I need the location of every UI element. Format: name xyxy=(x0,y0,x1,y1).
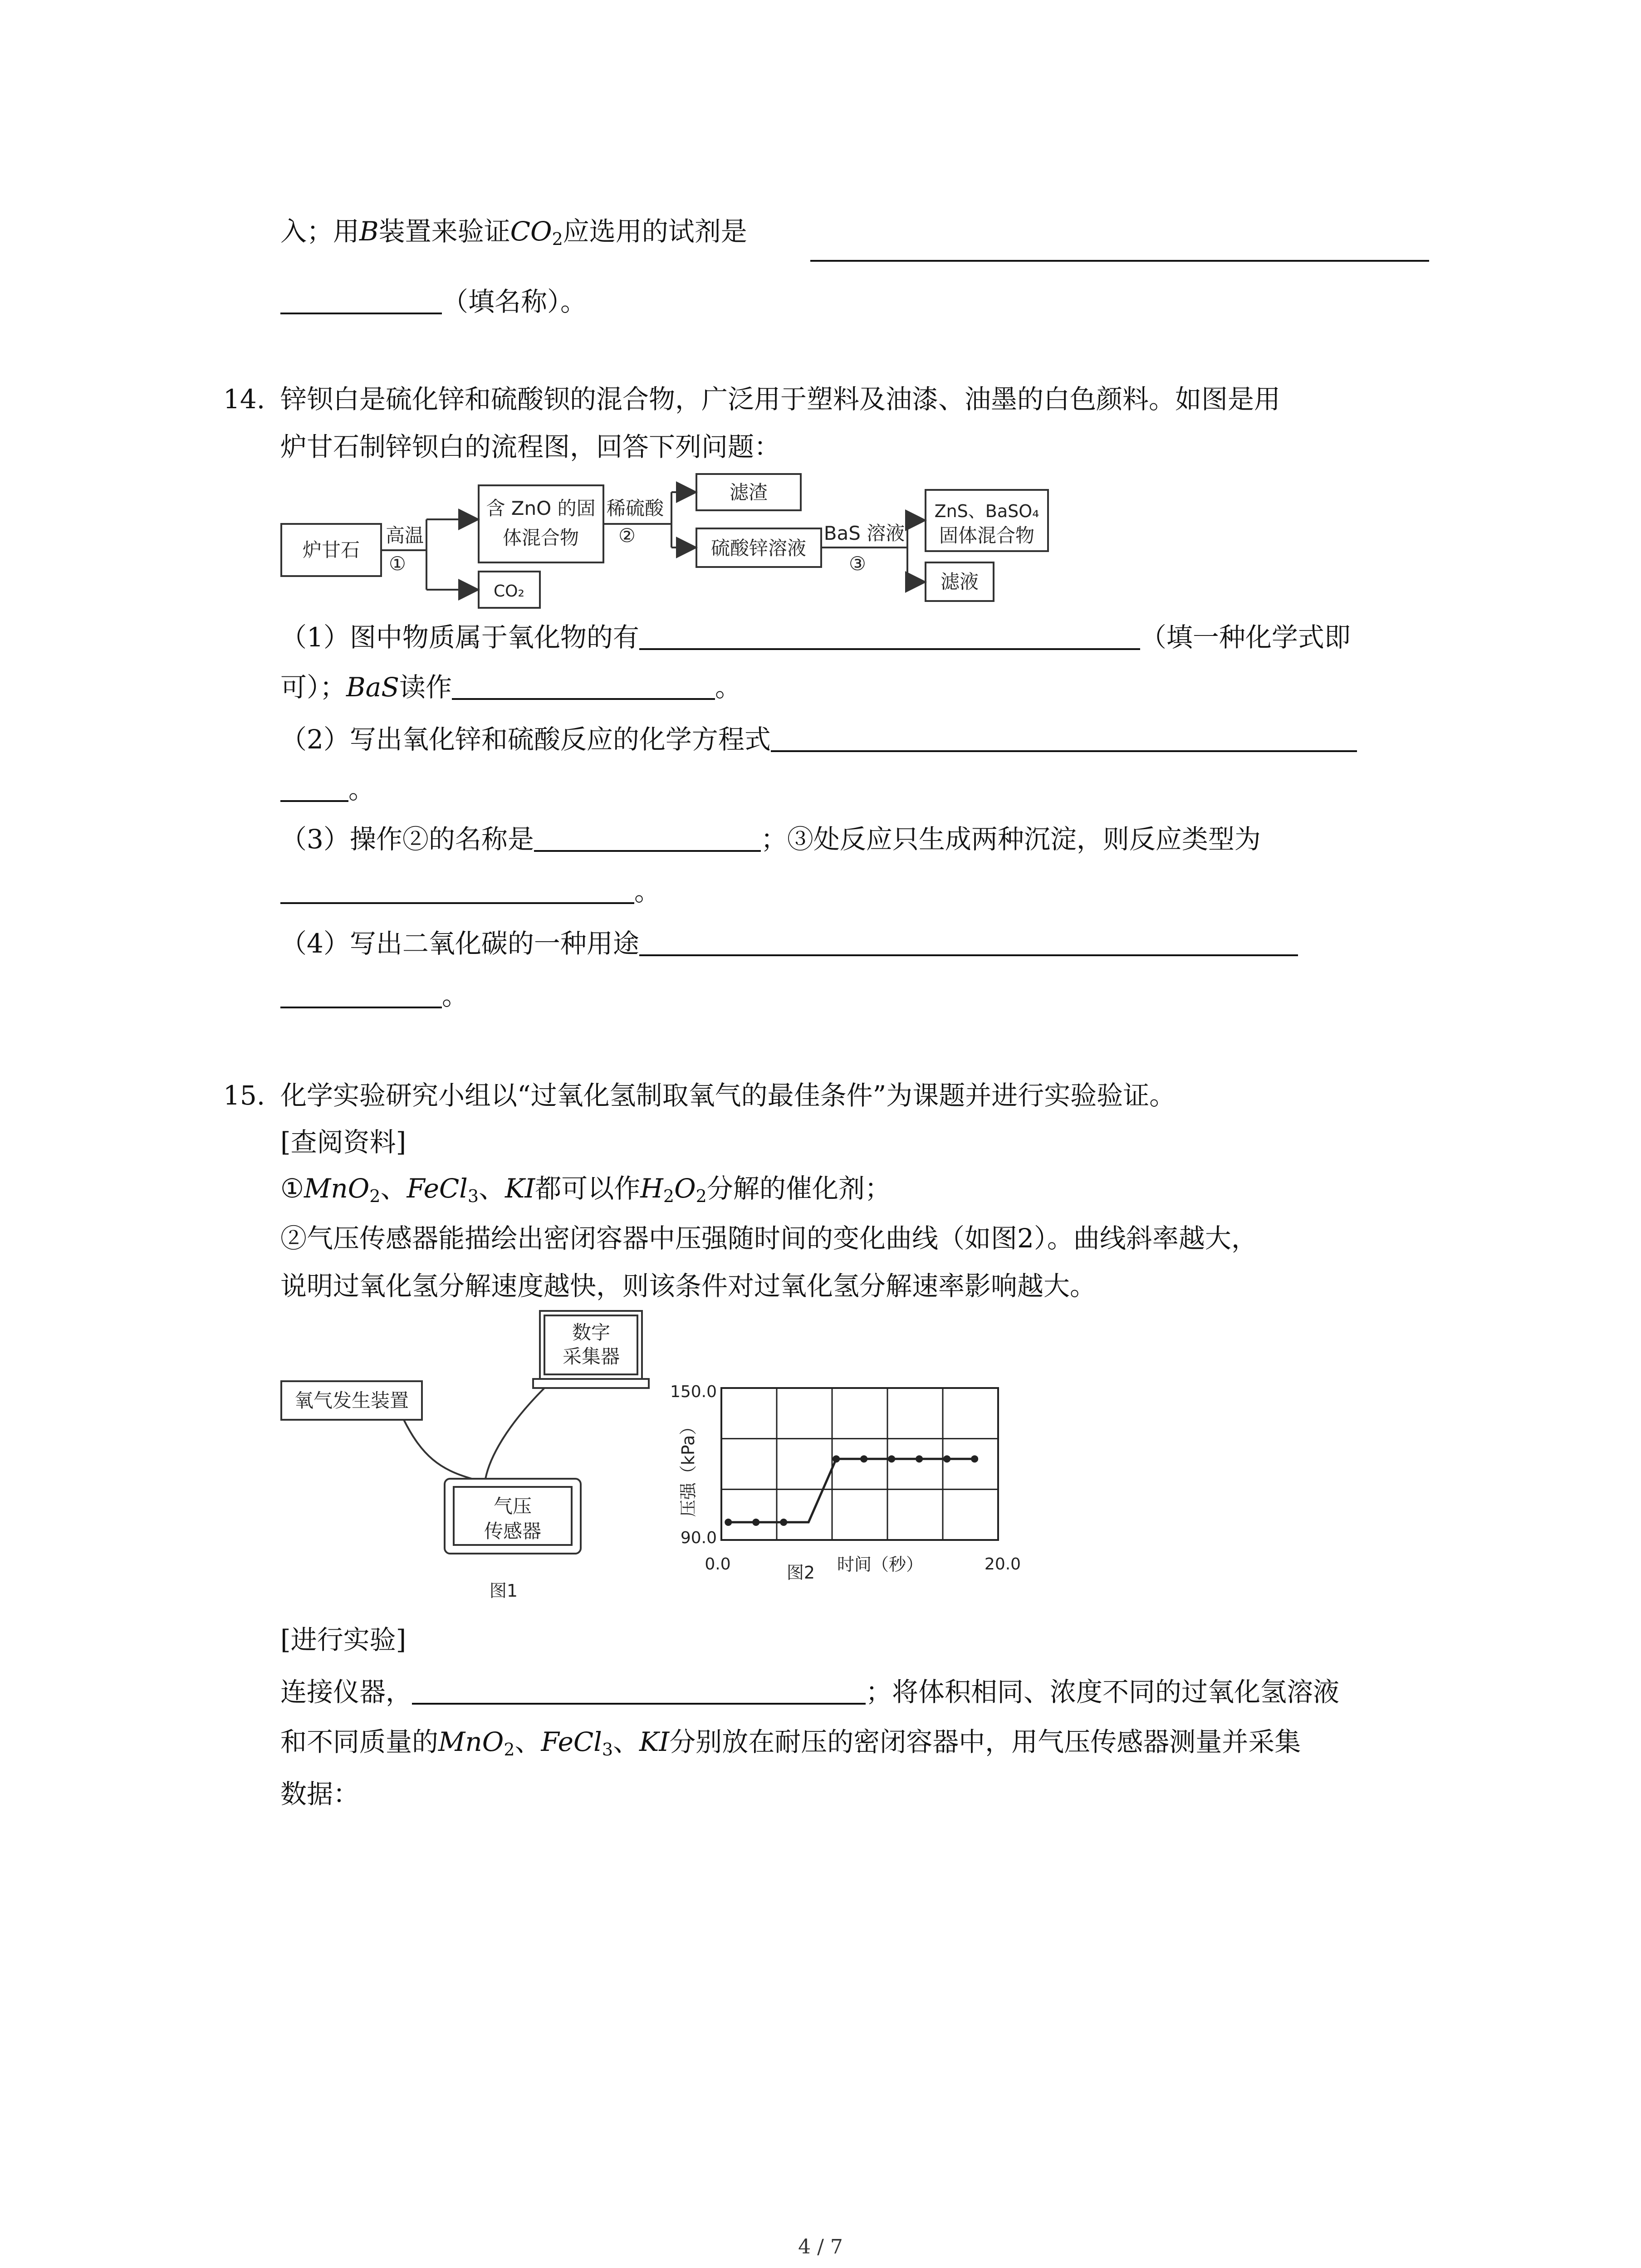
q14-part1-blank-2[interactable] xyxy=(452,672,715,700)
chart-point xyxy=(860,1455,867,1462)
chart-ytick-90: 90.0 xyxy=(680,1529,717,1547)
fig1-label-o2: 氧气发生装置 xyxy=(294,1389,409,1412)
q15-ref-title: [查阅资料] xyxy=(280,1127,407,1158)
q15-text: 、 xyxy=(613,1726,640,1757)
q14-part4-text: 。 xyxy=(442,980,469,1011)
q15-text: ；将体积相同、浓度不同的过氧化氢溶液 xyxy=(866,1677,1340,1707)
q14-bas: BaS xyxy=(346,672,399,703)
q14-part3-text: ；③处反应只生成两种沉淀，则反应类型为 xyxy=(760,824,1261,855)
q15-sub: 3 xyxy=(602,1740,613,1760)
flow-label-step2: ② xyxy=(618,524,636,547)
flow-label-zno-1: 含 ZnO 的固 xyxy=(486,497,596,519)
chart-caption: 图2 xyxy=(786,1563,815,1583)
q15-exp-line2 xyxy=(280,1724,1301,1768)
chart-ytick-150: 150.0 xyxy=(670,1383,717,1401)
q14-part3-blank-2[interactable] xyxy=(280,876,634,904)
q14-part1-text: 。 xyxy=(715,672,741,703)
q15-text: 和不同质量的 xyxy=(280,1726,439,1757)
q15-text: 分别放在耐压的密闭容器中，用气压传感器测量并采集 xyxy=(669,1726,1301,1757)
flow-label-high-temp: 高温 xyxy=(385,524,424,547)
q15-sub: 2 xyxy=(663,1186,675,1206)
fig1-data-collector-base xyxy=(533,1379,649,1388)
q14-part2-blank-1[interactable] xyxy=(771,724,1357,752)
q14-part4-line1 xyxy=(280,925,1298,962)
fig1-label-sensor-1: 气压 xyxy=(493,1495,532,1517)
q15-text: 、 xyxy=(514,1726,541,1757)
chart-xlabel: 时间（秒） xyxy=(837,1554,924,1574)
q13-co2: CO xyxy=(510,216,552,247)
q14-part4-text: （4）写出二氧化碳的一种用途 xyxy=(280,928,639,959)
q15-text: 分解的催化剂； xyxy=(706,1173,891,1204)
q13-line-2 xyxy=(280,284,587,320)
chart-frame xyxy=(721,1388,998,1540)
q13-text: 装置来验证 xyxy=(378,216,510,247)
q14-part1-text: 读作 xyxy=(399,672,452,703)
flow-label-zns-baso4-2: 固体混合物 xyxy=(939,524,1035,547)
flow-label-co2: CO₂ xyxy=(494,582,524,601)
q15-figure-1 xyxy=(272,1306,671,1610)
chart-ylabel: 压强（kPa） xyxy=(678,1418,698,1517)
chart-point xyxy=(780,1519,787,1526)
q15-ki: KI xyxy=(505,1173,535,1204)
q15-number: 15. xyxy=(223,1080,265,1111)
chart-point xyxy=(752,1519,759,1526)
page-number: 4 / 7 xyxy=(798,2235,843,2258)
chart-xtick-0: 0.0 xyxy=(705,1555,731,1574)
q15-h2o2: O xyxy=(674,1173,696,1204)
q15-text: ① xyxy=(280,1173,304,1204)
chart-point xyxy=(888,1455,895,1462)
q15-exp-blank[interactable] xyxy=(412,1677,866,1705)
q14-part2-text: 。 xyxy=(348,774,375,805)
q14-part4-line2 xyxy=(280,978,468,1014)
flow-label-residue: 滤渣 xyxy=(729,481,768,503)
q15-text: 、 xyxy=(380,1173,407,1204)
flow-label-step3: ③ xyxy=(849,552,866,575)
q15-exp-title: [进行实验] xyxy=(280,1624,407,1655)
flow-label-step1: ① xyxy=(389,552,406,575)
chart-point xyxy=(943,1455,950,1462)
q14-part3-text: 。 xyxy=(634,876,661,907)
q14-part1-line2 xyxy=(280,669,741,705)
q15-ki: KI xyxy=(639,1726,670,1757)
q14-part1-text: 可）； xyxy=(280,672,347,703)
flow-label-znso4: 硫酸锌溶液 xyxy=(710,537,807,559)
q14-intro-line-1: 锌钡白是硫化锌和硫酸钡的混合物，广泛用于塑料及油漆、油墨的白色颜料。如图是用 xyxy=(280,384,1281,415)
flow-label-dilute-h2so4: 稀硫酸 xyxy=(606,497,664,519)
q15-ref-2-line2: 说明过氧化氢分解速度越快，则该条件对过氧化氢分解速率影响越大。 xyxy=(280,1271,1097,1301)
q13-co2-sub: 2 xyxy=(552,229,563,249)
chart-point xyxy=(916,1455,923,1462)
q14-part4-blank-2[interactable] xyxy=(280,980,442,1008)
q15-text: 连接仪器， xyxy=(280,1677,412,1707)
q15-exp-line1 xyxy=(280,1674,1339,1710)
flow-label-filtrate: 滤液 xyxy=(940,571,979,593)
fig1-label-collector-1: 数字 xyxy=(572,1321,611,1344)
q14-part2-line1 xyxy=(280,721,1357,758)
q13-text: 入；用 xyxy=(280,216,360,247)
q15-sub: 2 xyxy=(696,1186,707,1206)
q14-part3-line2 xyxy=(280,873,661,909)
q15-mno2: MnO xyxy=(438,1726,504,1757)
flow-label-bas: BaS 溶液 xyxy=(823,522,905,544)
q14-intro-line-2: 炉甘石制锌钡白的流程图，回答下列问题： xyxy=(280,431,781,462)
q14-part2-text: （2）写出氧化锌和硫酸反应的化学方程式 xyxy=(280,724,771,755)
q15-sub: 2 xyxy=(504,1740,515,1760)
q14-part3-text: （3）操作②的名称是 xyxy=(280,824,534,855)
fig1-caption: 图1 xyxy=(489,1581,518,1601)
fig1-label-sensor-2: 传感器 xyxy=(484,1520,542,1542)
q15-fecl3: FeCl xyxy=(407,1173,468,1204)
q15-sub: 2 xyxy=(369,1186,381,1206)
q13-text: 应选用的试剂是 xyxy=(563,216,747,247)
q15-figure-2-chart xyxy=(653,1379,1062,1610)
q15-ref-2-line1: ②气压传感器能描绘出密闭容器中压强随时间的变化曲线（如图2）。曲线斜率越大， xyxy=(280,1223,1258,1254)
chart-point xyxy=(725,1519,732,1526)
q15-ref-1 xyxy=(280,1170,891,1214)
q14-part3-line1 xyxy=(280,821,1261,857)
q14-part3-blank-1[interactable] xyxy=(534,824,761,852)
chart-point xyxy=(833,1455,840,1462)
q14-part4-blank-1[interactable] xyxy=(639,928,1298,956)
q15-h2o2: H xyxy=(640,1173,663,1204)
flow-label-zno-2: 体混合物 xyxy=(502,527,579,549)
q13-blank-1[interactable] xyxy=(810,234,1429,262)
q13-line-1 xyxy=(280,213,747,257)
q13-text: （填名称）。 xyxy=(442,286,587,317)
q15-fecl3: FeCl xyxy=(541,1726,602,1757)
q14-part1-line1 xyxy=(280,619,1351,655)
flow-label-luganshi: 炉甘石 xyxy=(302,539,360,561)
q14-part1-blank-1[interactable] xyxy=(639,622,1140,650)
chart-xtick-20: 20.0 xyxy=(984,1555,1021,1574)
q14-part1-text: （1）图中物质属于氧化物的有 xyxy=(280,622,639,653)
q15-exp-line3: 数据： xyxy=(280,1779,360,1809)
q15-intro: 化学实验研究小组以“过氧化氢制取氧气的最佳条件”为课题并进行实验验证。 xyxy=(280,1080,1176,1111)
q15-mno2: MnO xyxy=(304,1173,370,1204)
q15-sub: 3 xyxy=(467,1186,479,1206)
q14-part1-text: （填一种化学式即 xyxy=(1140,622,1351,653)
q15-text: 、 xyxy=(479,1173,505,1204)
q14-number: 14. xyxy=(223,384,265,415)
q14-flowchart xyxy=(272,469,1071,615)
q13-blank-2[interactable] xyxy=(280,286,442,314)
flow-label-zns-baso4-1: ZnS、BaSO₄ xyxy=(934,501,1039,521)
q14-part2-blank-2[interactable] xyxy=(280,774,348,802)
q13-b-label: B xyxy=(359,216,379,247)
chart-point xyxy=(971,1455,978,1462)
chart-grid xyxy=(721,1388,998,1540)
q14-part2-line2 xyxy=(280,771,375,807)
fig1-label-collector-2: 采集器 xyxy=(562,1345,620,1368)
q15-text: 都可以作 xyxy=(535,1173,641,1204)
